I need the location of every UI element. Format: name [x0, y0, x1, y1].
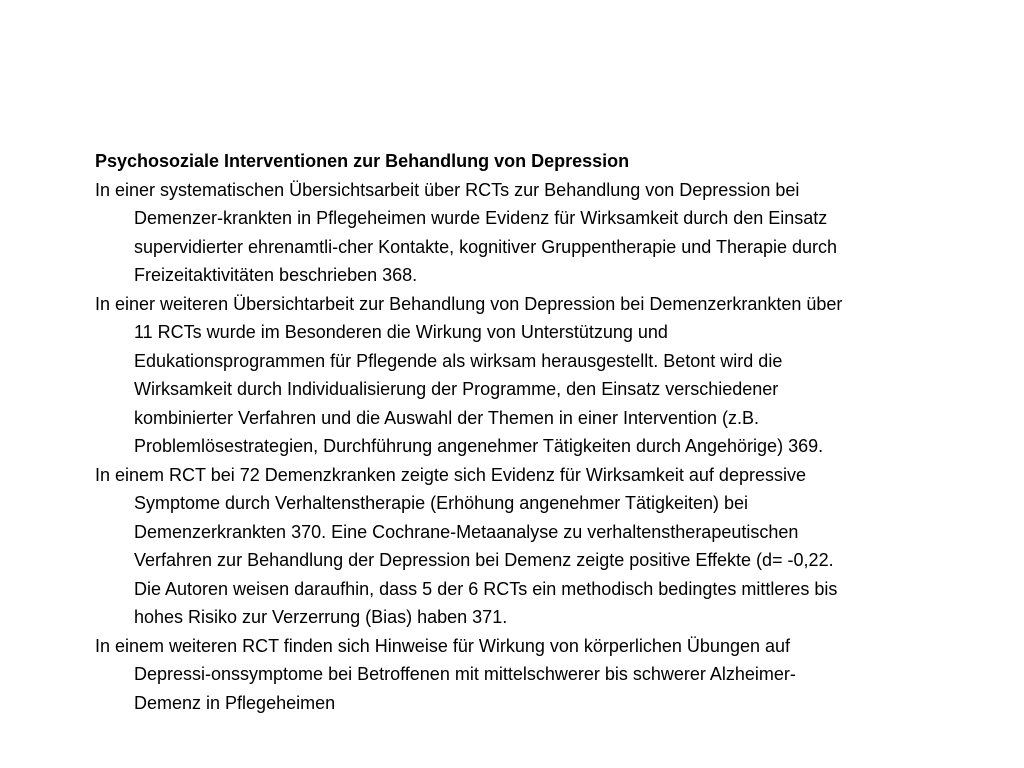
paragraph-line: Die Autoren weisen daraufhin, dass 5 der 6 RCTs ein methodisch bedingtes mittleres bis [134, 578, 838, 599]
paragraph-line: Verfahren zur Behandlung der Depression bei Demenz zeigte positive Effekte (d= -0,22. [134, 550, 834, 570]
slide-title: Psychosoziale Interventionen zur Behandlung von Depression [95, 151, 630, 171]
paragraph-1 [95, 176, 995, 290]
paragraph-line: In einem RCT bei 72 Demenzkranken zeigte sich Evidenz für Wirksamkeit auf depressive [95, 464, 806, 485]
paragraph-line: Demenzerkrankten 370. Eine Cochrane-Metaanalyse zu verhaltenstherapeutischen [134, 521, 799, 542]
paragraph-line: Demenz in Pflegeheimen [134, 692, 336, 713]
paragraph-line: 11 RCTs wurde im Besonderen die Wirkung von Unterstützung und [134, 322, 668, 342]
paragraph-line: supervidierter ehrenamtli-cher Kontakte, kognitiver Gruppentherapie und Therapie durch [134, 236, 838, 257]
paragraph-line: In einer weiteren Übersichtarbeit zur Behandlung von Depression bei Demenzerkrankten über [95, 293, 843, 314]
paragraph-line: hohes Risiko zur Verzerrung (Bias) haben 371. [134, 607, 508, 627]
slide-content [95, 147, 995, 717]
paragraph-line: Freizeitaktivitäten beschrieben 368. [134, 265, 418, 285]
paragraph-line: Edukationsprogrammen für Pflegende als wirksam herausgestellt. Betont wird die [134, 350, 783, 371]
paragraph-3 [95, 461, 995, 632]
paragraph-line: Demenzer-krankten in Pflegeheimen wurde Evidenz für Wirksamkeit durch den Einsatz [134, 208, 828, 228]
paragraph-2 [95, 290, 995, 461]
paragraph-line: In einer systematischen Übersichtsarbeit über RCTs zur Behandlung von Depression bei [95, 179, 800, 200]
paragraph-line: Problemlösestrategien, Durchführung angenehmer Tätigkeiten durch Angehörige) 369. [134, 436, 824, 456]
paragraph-line: Symptome durch Verhaltenstherapie (Erhöhung angenehmer Tätigkeiten) bei [134, 493, 749, 513]
paragraph-line: Wirksamkeit durch Individualisierung der Programme, den Einsatz verschiedener [134, 379, 779, 399]
paragraph-line: kombinierter Verfahren und die Auswahl der Themen in einer Intervention (z.B. [134, 407, 760, 428]
paragraph-4 [95, 632, 995, 718]
paragraph-line: In einem weiteren RCT finden sich Hinweise für Wirkung von körperlichen Übungen auf [95, 635, 791, 656]
paragraph-line: Depressi-onssymptome bei Betroffenen mit mittelschwerer bis schwerer Alzheimer- [134, 664, 796, 684]
